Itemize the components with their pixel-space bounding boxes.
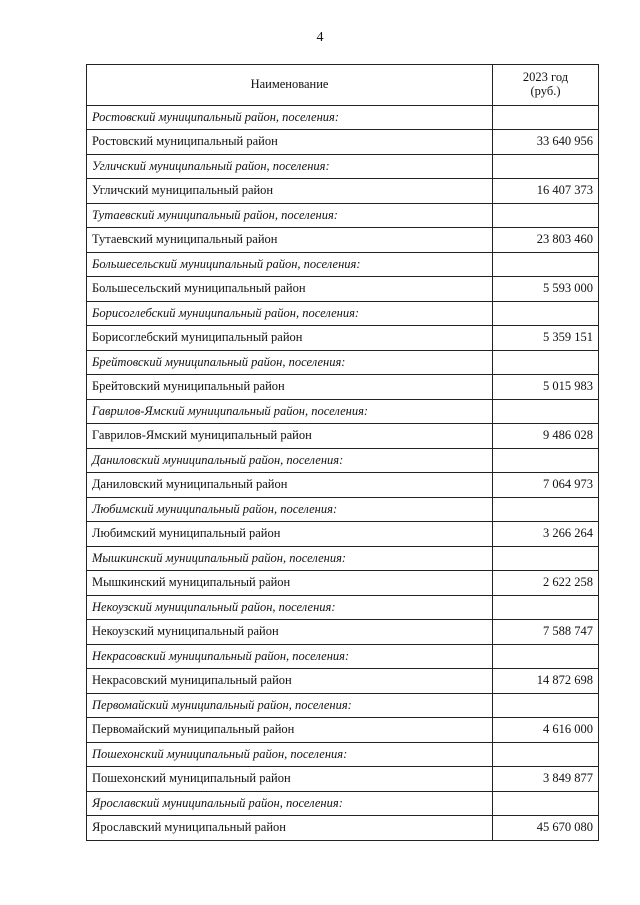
group-heading-row bbox=[87, 253, 599, 277]
table-row bbox=[87, 326, 599, 351]
group-heading: Гаврилов-Ямский муниципальный район, поселения: bbox=[87, 400, 493, 424]
group-heading-row bbox=[87, 204, 599, 228]
group-heading: Угличский муниципальный район, поселения: bbox=[87, 155, 493, 179]
header-unit: (руб.) bbox=[530, 84, 561, 98]
group-value-empty bbox=[493, 253, 599, 277]
budget-table bbox=[86, 64, 599, 841]
table-row bbox=[87, 816, 599, 841]
table-row bbox=[87, 767, 599, 792]
district-name: Брейтовский муниципальный район bbox=[87, 375, 493, 400]
district-amount: 33 640 956 bbox=[493, 130, 599, 155]
group-heading: Мышкинский муниципальный район, поселения: bbox=[87, 547, 493, 571]
district-amount: 2 622 258 bbox=[493, 571, 599, 596]
table-header-row bbox=[87, 65, 599, 106]
group-heading: Пошехонский муниципальный район, поселения: bbox=[87, 743, 493, 767]
district-amount: 7 064 973 bbox=[493, 473, 599, 498]
group-heading-row bbox=[87, 792, 599, 816]
header-year: 2023 год bbox=[522, 70, 569, 85]
table-row bbox=[87, 424, 599, 449]
district-amount: 23 803 460 bbox=[493, 228, 599, 253]
table-body bbox=[87, 106, 599, 841]
group-heading: Первомайский муниципальный район, поселения: bbox=[87, 694, 493, 718]
group-heading-row bbox=[87, 351, 599, 375]
district-amount: 4 616 000 bbox=[493, 718, 599, 743]
district-amount: 7 588 747 bbox=[493, 620, 599, 645]
group-heading-row bbox=[87, 400, 599, 424]
group-value-empty bbox=[493, 155, 599, 179]
group-heading-row bbox=[87, 645, 599, 669]
table-row bbox=[87, 130, 599, 155]
group-heading-row bbox=[87, 106, 599, 130]
page-number: 4 bbox=[316, 30, 324, 45]
district-amount: 3 849 877 bbox=[493, 767, 599, 792]
group-value-empty bbox=[493, 400, 599, 424]
group-heading-row bbox=[87, 449, 599, 473]
group-heading: Ростовский муниципальный район, поселения: bbox=[87, 106, 493, 130]
group-heading: Любимский муниципальный район, поселения: bbox=[87, 498, 493, 522]
group-value-empty bbox=[493, 596, 599, 620]
header-value bbox=[493, 65, 599, 106]
header-name: Наименование bbox=[87, 65, 493, 106]
district-name: Тутаевский муниципальный район bbox=[87, 228, 493, 253]
district-name: Некоузский муниципальный район bbox=[87, 620, 493, 645]
table-row bbox=[87, 473, 599, 498]
group-heading: Брейтовский муниципальный район, поселения: bbox=[87, 351, 493, 375]
district-name: Некрасовский муниципальный район bbox=[87, 669, 493, 694]
group-value-empty bbox=[493, 302, 599, 326]
group-heading-row bbox=[87, 498, 599, 522]
district-name: Гаврилов-Ямский муниципальный район bbox=[87, 424, 493, 449]
district-amount: 3 266 264 bbox=[493, 522, 599, 547]
table-row bbox=[87, 522, 599, 547]
group-heading-row bbox=[87, 155, 599, 179]
district-amount: 5 015 983 bbox=[493, 375, 599, 400]
group-heading: Большесельский муниципальный район, поселения: bbox=[87, 253, 493, 277]
district-amount: 14 872 698 bbox=[493, 669, 599, 694]
group-value-empty bbox=[493, 498, 599, 522]
group-heading-row bbox=[87, 694, 599, 718]
district-name: Любимский муниципальный район bbox=[87, 522, 493, 547]
table-row bbox=[87, 718, 599, 743]
group-value-empty bbox=[493, 743, 599, 767]
group-value-empty bbox=[493, 547, 599, 571]
district-name: Мышкинский муниципальный район bbox=[87, 571, 493, 596]
district-amount: 16 407 373 bbox=[493, 179, 599, 204]
table-row bbox=[87, 228, 599, 253]
group-value-empty bbox=[493, 106, 599, 130]
district-name: Борисоглебский муниципальный район bbox=[87, 326, 493, 351]
table-row bbox=[87, 620, 599, 645]
group-heading-row bbox=[87, 743, 599, 767]
district-amount: 9 486 028 bbox=[493, 424, 599, 449]
district-name: Ярославский муниципальный район bbox=[87, 816, 493, 841]
group-value-empty bbox=[493, 792, 599, 816]
table-row bbox=[87, 669, 599, 694]
group-heading: Тутаевский муниципальный район, поселения: bbox=[87, 204, 493, 228]
table-row bbox=[87, 277, 599, 302]
group-heading: Ярославский муниципальный район, поселения: bbox=[87, 792, 493, 816]
group-heading-row bbox=[87, 302, 599, 326]
district-name: Первомайский муниципальный район bbox=[87, 718, 493, 743]
group-value-empty bbox=[493, 694, 599, 718]
group-value-empty bbox=[493, 204, 599, 228]
district-name: Большесельский муниципальный район bbox=[87, 277, 493, 302]
district-name: Угличский муниципальный район bbox=[87, 179, 493, 204]
district-name: Даниловский муниципальный район bbox=[87, 473, 493, 498]
district-amount: 5 593 000 bbox=[493, 277, 599, 302]
group-value-empty bbox=[493, 449, 599, 473]
district-name: Ростовский муниципальный район bbox=[87, 130, 493, 155]
group-value-empty bbox=[493, 351, 599, 375]
group-heading-row bbox=[87, 547, 599, 571]
district-amount: 5 359 151 bbox=[493, 326, 599, 351]
table-row bbox=[87, 179, 599, 204]
table-row bbox=[87, 375, 599, 400]
group-heading: Борисоглебский муниципальный район, поселения: bbox=[87, 302, 493, 326]
group-value-empty bbox=[493, 645, 599, 669]
group-heading-row bbox=[87, 596, 599, 620]
table-row bbox=[87, 571, 599, 596]
district-name: Пошехонский муниципальный район bbox=[87, 767, 493, 792]
district-amount: 45 670 080 bbox=[493, 816, 599, 841]
group-heading: Некрасовский муниципальный район, поселения: bbox=[87, 645, 493, 669]
group-heading: Даниловский муниципальный район, поселения: bbox=[87, 449, 493, 473]
group-heading: Некоузский муниципальный район, поселения: bbox=[87, 596, 493, 620]
